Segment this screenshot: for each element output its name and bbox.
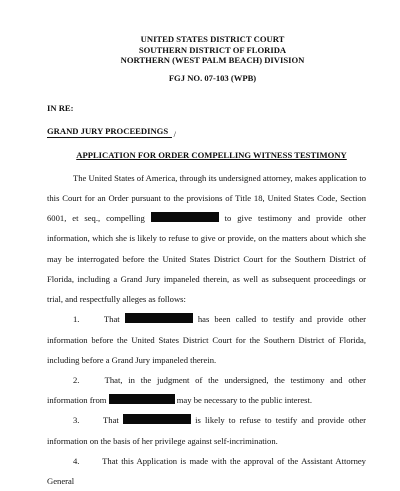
- redaction-block: [151, 212, 219, 222]
- paragraph-number: 4.: [73, 455, 80, 466]
- redaction-block: [123, 414, 191, 424]
- paragraph-lead: That: [103, 415, 119, 426]
- court-division: NORTHERN (WEST PALM BEACH) DIVISION: [120, 55, 305, 65]
- intro-text-part2: to give testimony and provide other information, which she is likely to refuse to give or provide, on the matters about which she may be interrogated before the United States District Court for the Southern District of Florida, including a Grand Jury impaneled therein, as well as subsequent proceedings or trial, and respectfully alleges as follows:: [47, 213, 366, 305]
- numbered-paragraph-3: [47, 410, 366, 450]
- paragraph-lead: That, in the judgment of the undersigned, the testimony and other information from: [47, 374, 366, 406]
- redaction-block: [125, 313, 193, 323]
- paragraph-text: has been called to testify and provide other information before the United States District Court for the Southern District of Florida, including before a Grand Jury impaneled therein.: [47, 314, 366, 365]
- intro-paragraph: [47, 168, 366, 309]
- paragraph-text: may be necessary to the public interest.: [176, 395, 313, 406]
- numbered-paragraph-1: [47, 309, 366, 370]
- document-title: APPLICATION FOR ORDER COMPELLING WITNESS TESTIMONY: [76, 150, 347, 161]
- paragraph-number: 2.: [73, 374, 80, 385]
- paragraph-lead: That: [103, 314, 120, 325]
- paragraph-number: 1.: [73, 314, 80, 325]
- court-name: UNITED STATES DISTRICT COURT: [140, 34, 285, 44]
- court-district: SOUTHERN DISTRICT OF FLORIDA: [138, 44, 287, 55]
- paragraph-lead: That this Application is made with the approval of the Assistant Attorney General: [47, 455, 366, 486]
- court-header: [59, 34, 366, 66]
- case-number: FGJ NO. 07-103 (WPB): [168, 72, 257, 83]
- numbered-paragraph-2: [47, 370, 366, 410]
- caption-matter: GRAND JURY PROCEEDINGS /: [47, 127, 172, 139]
- intro-text-part1: The United States of America, through its undersigned attorney, makes application to this Court for an Order pursuant to the provisions of Title 18, United States Code, Section 6001, et seq., compelling: [47, 172, 366, 224]
- redaction-block: [109, 394, 175, 404]
- paragraph-number: 3.: [73, 415, 80, 426]
- numbered-paragraph-4: [47, 451, 366, 491]
- paragraph-text: is likely to refuse to testify and provide other information on the basis of her privilege against self-incrimination.: [47, 415, 367, 446]
- in-re-label: IN RE:: [47, 103, 74, 114]
